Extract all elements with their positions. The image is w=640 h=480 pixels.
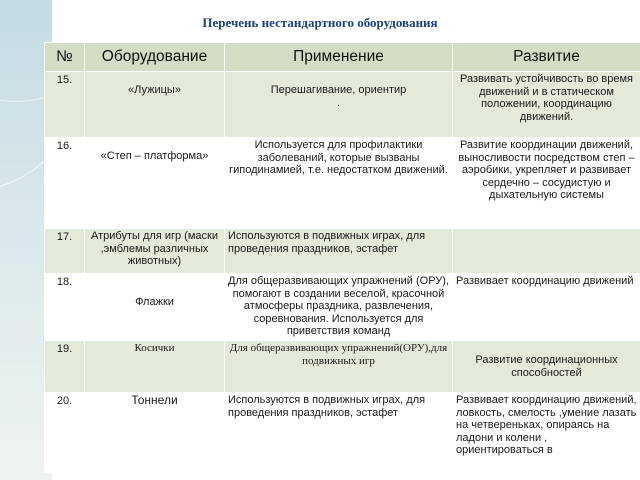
development-cell: Развитие координации движений, выносливости посредством степ – аэробики, укрепляет и развивает сердечно – сосудистую и дыхательную системы <box>453 138 640 229</box>
row-number: 16. <box>45 138 85 229</box>
usage-cell: Используется для профилактики заболеваний, которые вызваны гиподинамией, т.е. недостатком движений. <box>225 138 453 229</box>
row-number: 18. <box>45 274 85 341</box>
row-number: 15. <box>45 72 85 138</box>
page-title: Перечень нестандартного оборудования <box>202 15 438 30</box>
equipment-cell: Косички <box>85 341 225 393</box>
usage-cell: Для общеразвивающих упражнений(ОРУ),для подвижных игр <box>225 341 453 393</box>
usage-cell: Для общеразвивающих упражнений (ОРУ), помогают в создании веселой, красочной атмосферы праздника, развлечения, соревнования. Используется для приветствия команд <box>225 274 453 341</box>
usage-extra-text: . <box>336 96 341 109</box>
header-equipment: Оборудование <box>85 43 225 72</box>
development-cell: Развивает координацию движений, ловкость, смелость ,умение лазать на четвереньках, опираясь на ладони и колени , ориентироваться в <box>453 393 640 473</box>
table-row <box>45 229 640 274</box>
header-development: Развитие <box>453 43 640 72</box>
development-cell: Развивает координацию движений <box>453 274 640 341</box>
table-header-row <box>45 43 640 72</box>
equipment-cell: Флажки <box>85 274 225 341</box>
usage-text: Перешагивание, ориентир <box>270 84 407 96</box>
usage-cell: Используются в подвижных играх, для проведения праздников, эстафет <box>225 393 453 473</box>
table-row <box>45 341 640 393</box>
header-number: № <box>45 43 85 72</box>
table-row <box>45 72 640 138</box>
development-cell: Развивать устойчивость во время движений и в статическом положении, координацию движений. <box>453 72 640 138</box>
header-usage: Применение <box>225 43 453 72</box>
equipment-cell: «Степ – платформа» <box>85 138 225 229</box>
row-number: 20. <box>45 393 85 473</box>
table-row <box>45 274 640 341</box>
equipment-cell: Атрибуты для игр (маски ,эмблемы различных животных) <box>85 229 225 274</box>
equipment-cell: Тоннели <box>85 393 225 473</box>
equipment-table <box>44 42 640 473</box>
row-number: 17. <box>45 229 85 274</box>
development-cell <box>453 229 640 274</box>
table-row <box>45 393 640 473</box>
usage-cell <box>225 72 453 138</box>
usage-cell: Используются в подвижных играх, для проведения праздников, эстафет <box>225 229 453 274</box>
row-number: 19. <box>45 341 85 393</box>
table-row <box>45 138 640 229</box>
equipment-cell: «Лужицы» <box>85 72 225 138</box>
development-cell: Развитие координационных способностей <box>453 341 640 393</box>
